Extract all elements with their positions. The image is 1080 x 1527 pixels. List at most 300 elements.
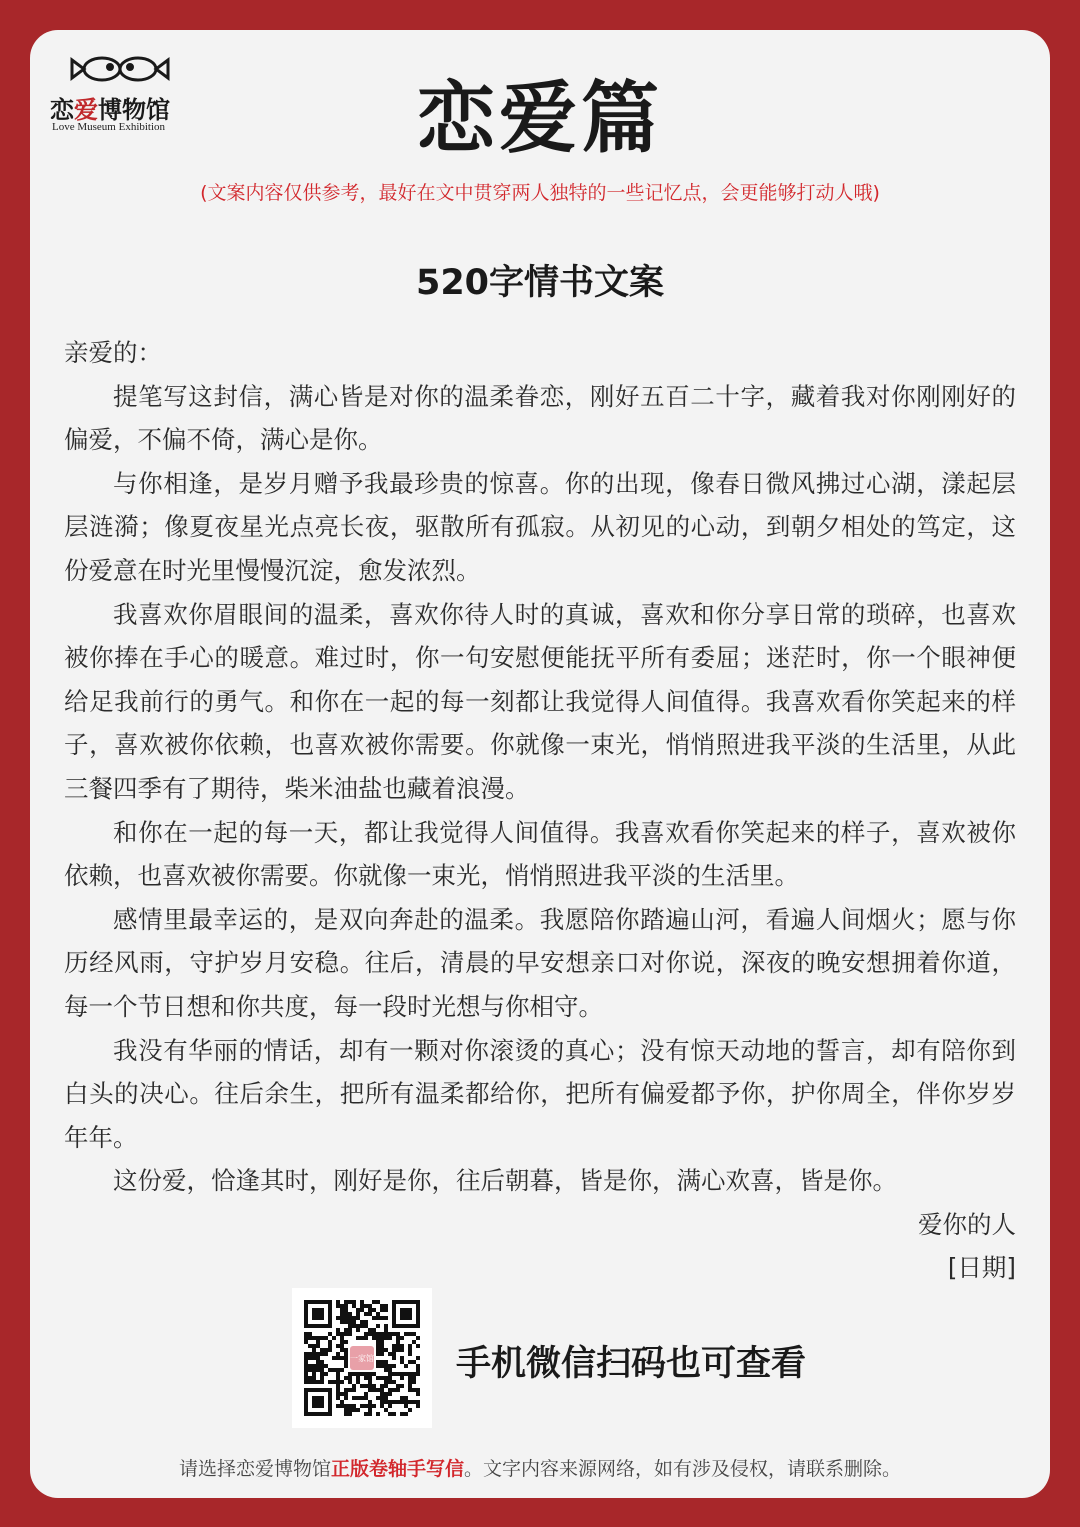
qr-module <box>408 1380 412 1384</box>
qr-module <box>368 1404 372 1408</box>
qr-module <box>336 1328 340 1332</box>
qr-module <box>304 1380 308 1384</box>
qr-module <box>384 1348 388 1352</box>
qr-module <box>348 1332 352 1336</box>
qr-module <box>364 1392 368 1396</box>
qr-module <box>352 1300 356 1304</box>
qr-module <box>340 1308 344 1312</box>
qr-module <box>408 1400 412 1404</box>
qr-module <box>340 1392 344 1396</box>
qr-module <box>408 1344 412 1348</box>
qr-module <box>400 1376 404 1380</box>
qr-module <box>388 1376 392 1380</box>
qr-module <box>356 1328 360 1332</box>
qr-module <box>316 1352 320 1356</box>
qr-module <box>340 1336 344 1340</box>
qr-module <box>368 1372 372 1376</box>
qr-module <box>392 1364 396 1368</box>
qr-module <box>328 1348 332 1352</box>
qr-module <box>332 1380 336 1384</box>
qr-module <box>324 1364 328 1368</box>
qr-module <box>340 1348 344 1352</box>
qr-module <box>396 1372 400 1376</box>
qr-module <box>304 1376 308 1380</box>
section-subtitle: 520字情书文案 <box>415 263 665 303</box>
qr-module <box>408 1348 412 1352</box>
qr-module <box>312 1336 316 1340</box>
qr-module <box>336 1388 340 1392</box>
qr-module <box>376 1364 380 1368</box>
qr-module <box>308 1332 312 1336</box>
brand-subtitle: Love Museum Exhibition <box>52 121 166 133</box>
qr-module <box>376 1340 380 1344</box>
qr-module <box>336 1316 340 1320</box>
qr-module <box>372 1404 376 1408</box>
qr-module <box>324 1336 328 1340</box>
qr-module <box>304 1356 308 1360</box>
qr-module <box>408 1352 412 1356</box>
qr-module <box>356 1308 360 1312</box>
qr-module <box>384 1396 388 1400</box>
qr-module <box>316 1368 320 1372</box>
qr-module <box>352 1316 356 1320</box>
qr-module <box>304 1368 308 1372</box>
qr-module <box>320 1368 324 1372</box>
qr-module <box>312 1380 316 1384</box>
letter-paragraph: 感情里最幸运的，是双向奔赴的温柔。我愿陪你踏遍山河，看遍人间烟火；愿与你历经风雨，守护岁月安稳。往后，清晨的早安想亲口对你说，深夜的晚安想拥着你道，每一个节日想和你共度，每一段时光想与你相守。 <box>64 904 1016 1021</box>
qr-module <box>328 1340 332 1344</box>
qr-module <box>396 1340 400 1344</box>
qr-module <box>356 1372 360 1376</box>
qr-module <box>392 1352 396 1356</box>
footer-disclaimer <box>30 1454 1050 1481</box>
qr-module <box>380 1388 384 1392</box>
brand-name-part3: 博物馆 <box>98 95 170 124</box>
qr-module <box>304 1364 308 1368</box>
qr-module <box>376 1348 380 1352</box>
qr-module <box>408 1372 412 1376</box>
qr-module <box>404 1396 408 1400</box>
qr-module <box>312 1356 316 1360</box>
qr-module <box>344 1304 348 1308</box>
qr-module <box>364 1312 368 1316</box>
qr-module <box>320 1376 324 1380</box>
qr-module <box>392 1356 396 1360</box>
qr-module <box>376 1312 380 1316</box>
qr-module <box>328 1332 332 1336</box>
qr-module <box>304 1372 308 1376</box>
qr-module <box>316 1344 320 1348</box>
qr-module <box>320 1380 324 1384</box>
qr-module <box>360 1324 364 1328</box>
qr-module <box>312 1364 316 1368</box>
qr-module <box>344 1364 348 1368</box>
qr-module <box>320 1352 324 1356</box>
qr-module <box>404 1372 408 1376</box>
letter-signature: 爱你的人 <box>918 1209 1016 1239</box>
qr-module <box>364 1372 368 1376</box>
letter-card <box>30 30 1050 1498</box>
qr-module <box>364 1336 368 1340</box>
qr-module <box>384 1392 388 1396</box>
qr-module <box>352 1320 356 1324</box>
qr-module <box>356 1376 360 1380</box>
qr-module <box>380 1316 384 1320</box>
qr-module <box>360 1308 364 1312</box>
qr-module <box>396 1332 400 1336</box>
qr-module <box>380 1336 384 1340</box>
qr-module <box>416 1368 420 1372</box>
qr-module <box>364 1332 368 1336</box>
qr-module <box>368 1384 372 1388</box>
qr-module <box>356 1336 360 1340</box>
qr-module <box>336 1404 340 1408</box>
brand-name-part2: 爱 <box>74 95 98 124</box>
qr-module <box>380 1400 384 1404</box>
letter-paragraph: 和你在一起的每一天，都让我觉得人间值得。我喜欢看你笑起来的样子，喜欢被你依赖，也喜欢被你需要。你就像一束光，悄悄照进我平淡的生活里。 <box>64 817 1016 891</box>
qr-module <box>384 1376 388 1380</box>
qr-module <box>400 1360 404 1364</box>
qr-center-label: 一家馆 <box>350 1354 374 1363</box>
qr-module <box>364 1324 368 1328</box>
qr-module <box>352 1304 356 1308</box>
qr-module <box>388 1364 392 1368</box>
footer-highlight-link[interactable]: 正版卷轴手写信 <box>330 1458 464 1480</box>
qr-module <box>328 1368 332 1372</box>
qr-module <box>332 1368 336 1372</box>
qr-module <box>352 1324 356 1328</box>
qr-module <box>352 1388 356 1392</box>
qr-module <box>376 1336 380 1340</box>
qr-module <box>344 1376 348 1380</box>
qr-module <box>372 1336 376 1340</box>
qr-module <box>388 1372 392 1376</box>
qr-finder <box>312 1396 324 1408</box>
qr-module <box>360 1304 364 1308</box>
qr-module <box>348 1372 352 1376</box>
qr-module <box>376 1316 380 1320</box>
qr-module <box>384 1360 388 1364</box>
qr-module <box>380 1332 384 1336</box>
brand-name-part1: 恋 <box>50 95 74 124</box>
qr-module <box>364 1384 368 1388</box>
qr-module <box>344 1320 348 1324</box>
qr-code-icon[interactable] <box>292 1288 432 1428</box>
qr-module <box>340 1356 344 1360</box>
qr-module <box>412 1380 416 1384</box>
qr-module <box>372 1388 376 1392</box>
qr-module <box>324 1352 328 1356</box>
qr-module <box>376 1360 380 1364</box>
qr-module <box>352 1404 356 1408</box>
page-title: 恋爱篇 <box>416 73 663 164</box>
qr-module <box>392 1372 396 1376</box>
qr-module <box>356 1316 360 1320</box>
qr-module <box>304 1340 308 1344</box>
qr-module <box>404 1332 408 1336</box>
qr-module <box>352 1384 356 1388</box>
qr-module <box>360 1372 364 1376</box>
qr-module <box>388 1388 392 1392</box>
qr-module <box>396 1344 400 1348</box>
qr-module <box>408 1376 412 1380</box>
qr-module <box>380 1344 384 1348</box>
qr-module <box>372 1332 376 1336</box>
qr-module <box>340 1344 344 1348</box>
qr-module <box>376 1352 380 1356</box>
qr-module <box>344 1404 348 1408</box>
qr-module <box>380 1364 384 1368</box>
qr-module <box>312 1372 316 1376</box>
qr-module <box>400 1412 404 1416</box>
qr-module <box>360 1300 364 1304</box>
qr-module <box>396 1384 400 1388</box>
letter-paragraph: 与你相逢，是岁月赠予我最珍贵的惊喜。你的出现，像春日微风拂过心湖，漾起层层涟漪；像夏夜星光点亮长夜，驱散所有孤寂。从初见的心动，到朝夕相处的笃定，这份爱意在时光里慢慢沉淀，愈发浓烈。 <box>64 468 1016 585</box>
qr-module <box>332 1356 336 1360</box>
qr-module <box>340 1332 344 1336</box>
qr-module <box>344 1328 348 1332</box>
qr-module <box>368 1408 372 1412</box>
qr-module <box>384 1304 388 1308</box>
qr-module <box>388 1368 392 1372</box>
qr-module <box>308 1352 312 1356</box>
qr-module <box>348 1320 352 1324</box>
qr-module <box>400 1400 404 1404</box>
qr-module <box>360 1396 364 1400</box>
footer-prefix: 请选择恋爱博物馆 <box>178 1458 331 1480</box>
qr-module <box>336 1356 340 1360</box>
qr-module <box>304 1336 308 1340</box>
qr-module <box>376 1412 380 1416</box>
qr-module <box>356 1408 360 1412</box>
qr-module <box>368 1332 372 1336</box>
letter-paragraph: 这份爱，恰逢其时，刚好是你，往后朝暮，皆是你，满心欢喜，皆是你。 <box>113 1166 897 1196</box>
qr-module <box>392 1332 396 1336</box>
qr-module <box>340 1316 344 1320</box>
qr-module <box>344 1396 348 1400</box>
qr-module <box>368 1380 372 1384</box>
qr-finder <box>400 1308 412 1320</box>
qr-module <box>360 1404 364 1408</box>
qr-module <box>392 1344 396 1348</box>
qr-module <box>380 1340 384 1344</box>
qr-module <box>416 1364 420 1368</box>
qr-module <box>344 1332 348 1336</box>
qr-module <box>356 1324 360 1328</box>
qr-module <box>412 1332 416 1336</box>
qr-module <box>312 1368 316 1372</box>
qr-module <box>412 1388 416 1392</box>
reference-note: (文案内容仅供参考，最好在文中贯穿两人独特的一些记忆点，会更能够打动人哦) <box>200 182 880 204</box>
qr-module <box>368 1400 372 1404</box>
qr-module <box>364 1320 368 1324</box>
qr-module <box>344 1308 348 1312</box>
qr-module <box>316 1360 320 1364</box>
qr-module <box>412 1376 416 1380</box>
letter-paragraph: 我没有华丽的情话，却有一颗对你滚烫的真心；没有惊天动地的誓言，却有陪你到白头的决心。往后余生，把所有温柔都给你，把所有偏爱都予你，护你周全，伴你岁岁年年。 <box>64 1035 1016 1152</box>
qr-module <box>384 1328 388 1332</box>
qr-module <box>380 1376 384 1380</box>
qr-module <box>376 1344 380 1348</box>
qr-module <box>336 1372 340 1376</box>
qr-module <box>412 1400 416 1404</box>
qr-module <box>356 1312 360 1316</box>
qr-module <box>336 1304 340 1308</box>
qr-module <box>388 1352 392 1356</box>
qr-module <box>316 1340 320 1344</box>
qr-module <box>364 1376 368 1380</box>
qr-module <box>400 1344 404 1348</box>
qr-module <box>348 1376 352 1380</box>
qr-module <box>416 1336 420 1340</box>
qr-module <box>404 1400 408 1404</box>
qr-module <box>372 1300 376 1304</box>
qr-module <box>340 1304 344 1308</box>
qr-module <box>416 1372 420 1376</box>
qr-module <box>344 1408 348 1412</box>
qr-finder <box>312 1308 324 1320</box>
qr-module <box>364 1304 368 1308</box>
qr-module <box>416 1344 420 1348</box>
qr-module <box>340 1340 344 1344</box>
qr-module <box>376 1376 380 1380</box>
scan-instruction: 手机微信扫码也可查看 <box>456 1344 807 1384</box>
qr-module <box>380 1308 384 1312</box>
qr-module <box>392 1388 396 1392</box>
qr-module <box>348 1324 352 1328</box>
qr-module <box>404 1412 408 1416</box>
qr-module <box>352 1396 356 1400</box>
qr-module <box>344 1352 348 1356</box>
qr-module <box>384 1308 388 1312</box>
qr-module <box>364 1404 368 1408</box>
qr-module <box>344 1356 348 1360</box>
qr-module <box>388 1336 392 1340</box>
qr-module <box>328 1380 332 1384</box>
qr-module <box>368 1412 372 1416</box>
qr-module <box>368 1308 372 1312</box>
qr-module <box>312 1348 316 1352</box>
qr-module <box>392 1412 396 1416</box>
qr-module <box>372 1328 376 1332</box>
qr-module <box>376 1388 380 1392</box>
qr-module <box>356 1396 360 1400</box>
qr-module <box>320 1364 324 1368</box>
qr-module <box>380 1304 384 1308</box>
qr-module <box>388 1392 392 1396</box>
qr-module <box>312 1344 316 1348</box>
qr-module <box>380 1384 384 1388</box>
qr-module <box>400 1356 404 1360</box>
qr-module <box>344 1388 348 1392</box>
qr-module <box>348 1412 352 1416</box>
qr-module <box>304 1332 308 1336</box>
qr-module <box>412 1360 416 1364</box>
qr-module <box>340 1320 344 1324</box>
qr-module <box>372 1316 376 1320</box>
qr-module <box>348 1300 352 1304</box>
qr-module <box>384 1364 388 1368</box>
qr-module <box>316 1336 320 1340</box>
qr-module <box>308 1368 312 1372</box>
qr-module <box>368 1304 372 1308</box>
letter-greeting: 亲爱的： <box>64 338 162 367</box>
qr-module <box>308 1356 312 1360</box>
qr-module <box>328 1344 332 1348</box>
qr-module <box>340 1380 344 1384</box>
qr-module <box>384 1408 388 1412</box>
qr-module <box>376 1332 380 1336</box>
qr-module <box>344 1300 348 1304</box>
qr-module <box>336 1300 340 1304</box>
qr-module <box>368 1328 372 1332</box>
qr-module <box>388 1380 392 1384</box>
qr-module <box>368 1376 372 1380</box>
qr-module <box>384 1368 388 1372</box>
footer-suffix: 。文字内容来源网络，如有涉及侵权，请联系删除。 <box>464 1458 902 1480</box>
qr-module <box>380 1352 384 1356</box>
qr-module <box>372 1384 376 1388</box>
qr-module <box>340 1400 344 1404</box>
qr-module <box>376 1324 380 1328</box>
qr-module <box>316 1356 320 1360</box>
qr-module <box>308 1344 312 1348</box>
qr-module <box>384 1336 388 1340</box>
qr-module <box>388 1412 392 1416</box>
qr-module <box>340 1404 344 1408</box>
qr-module <box>320 1360 324 1364</box>
qr-module <box>408 1332 412 1336</box>
qr-module <box>400 1372 404 1376</box>
qr-module <box>320 1336 324 1340</box>
qr-module <box>336 1392 340 1396</box>
qr-module <box>396 1336 400 1340</box>
qr-module <box>348 1316 352 1320</box>
qr-module <box>360 1336 364 1340</box>
qr-module <box>384 1384 388 1388</box>
qr-module <box>312 1376 316 1380</box>
qr-module <box>356 1380 360 1384</box>
qr-module <box>384 1380 388 1384</box>
qr-module <box>308 1376 312 1380</box>
qr-module <box>324 1348 328 1352</box>
qr-module <box>416 1392 420 1396</box>
qr-module <box>336 1396 340 1400</box>
qr-module <box>400 1336 404 1340</box>
qr-module <box>400 1384 404 1388</box>
qr-module <box>344 1316 348 1320</box>
qr-module <box>344 1348 348 1352</box>
qr-module <box>412 1340 416 1344</box>
qr-module <box>416 1356 420 1360</box>
qr-module <box>408 1388 412 1392</box>
qr-module <box>348 1312 352 1316</box>
qr-module <box>348 1408 352 1412</box>
qr-module <box>348 1380 352 1384</box>
letter-paragraph: 提笔写这封信，满心皆是对你的温柔眷恋，刚好五百二十字，藏着我对你刚刚好的偏爱，不偏不倚，满心是你。 <box>64 381 1016 455</box>
letter-paragraph: 我喜欢你眉眼间的温柔，喜欢你待人时的真诚，喜欢和你分享日常的琐碎，也喜欢被你捧在手心的暖意。难过时，你一句安慰便能抚平所有委屈；迷茫时，你一个眼神便给足我前行的勇气。和你在一起的每一刻都让我觉得人间值得。我喜欢看你笑起来的样子，喜欢被你依赖，也喜欢被你需要。你就像一束光，悄悄照进我平淡的生活里，从此三餐四季有了期待，柴米油盐也藏着浪漫。 <box>64 599 1016 803</box>
letter-body <box>64 331 1016 1290</box>
qr-module <box>336 1368 340 1372</box>
qr-module <box>396 1348 400 1352</box>
qr-module <box>388 1332 392 1336</box>
qr-module <box>416 1400 420 1404</box>
qr-module <box>340 1312 344 1316</box>
qr-module <box>336 1344 340 1348</box>
qr-module <box>380 1404 384 1408</box>
qr-module <box>396 1388 400 1392</box>
qr-module <box>352 1408 356 1412</box>
